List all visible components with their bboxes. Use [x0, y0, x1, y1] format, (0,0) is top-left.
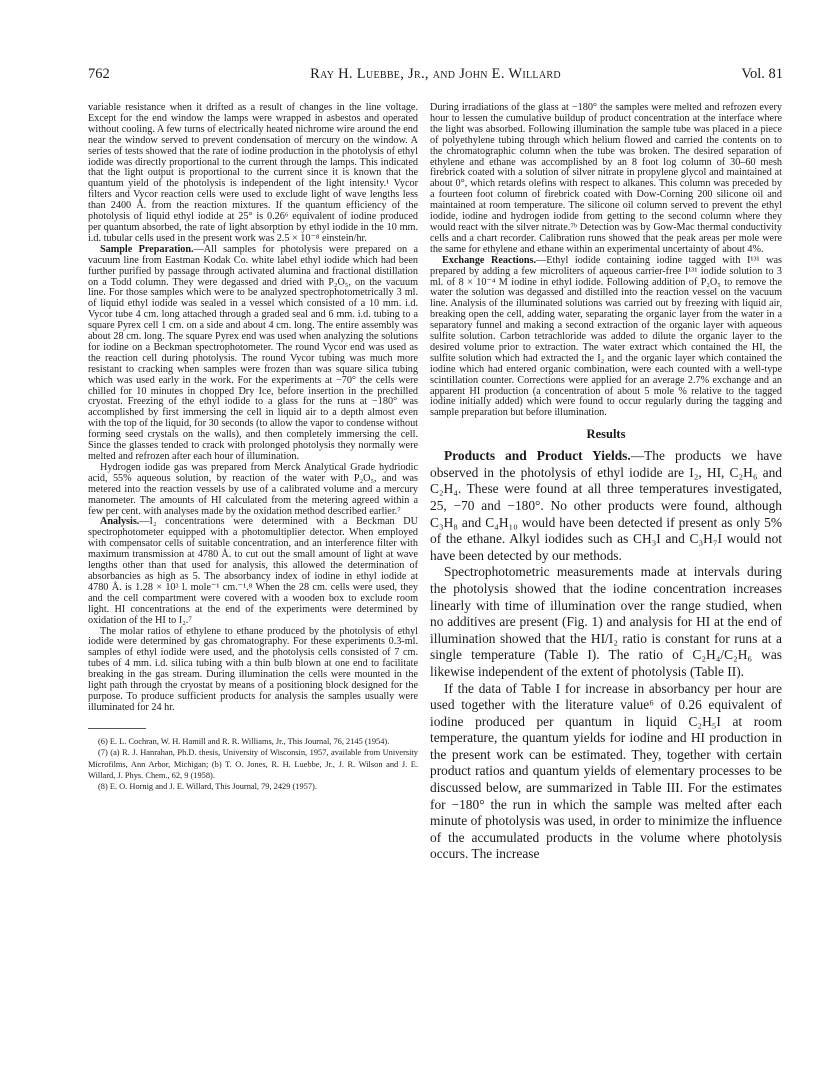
- run-in-heading: Sample Preparation.: [100, 243, 194, 255]
- paragraph-text: —I₂ concentrations were determined with a Beckman DU spectrophotometer equipped with a photomultiplier detector. When employed with compensator cells of suitable concentration, and an interference filter with maximum transmission at 4780 Å. to cut out the small amount of light at wave lengths other than that used for analysis, this allowed the determination of absorbancies as high as 5. The absorbancy index of iodine in ethyl iodide at 4780 Å. is 1.28 × 10³ l. mole⁻¹ cm.⁻¹.⁸ When the 28 cm. cells were used, they and the cell compartment were covered with a wooden box to exclude room light. HI concentrations at the end of the experiments were determined by oxidation of the HI to I₂.⁷: [88, 516, 418, 626]
- page-number: 762: [88, 66, 110, 82]
- paragraph-products: [430, 448, 782, 564]
- paragraph: Hydrogen iodide gas was prepared from Merck Analytical Grade hydriodic acid, 55% aqueous solution, by reaction of the water with P₂O₅, and was metered into the reaction vessels by use of a calibrated volume and a mercury manometer. The amounts of HI calculated from the metering agreed within a few per cent. with analyses made by the oxidation method described earlier.⁷: [88, 461, 418, 517]
- paragraph-analysis: [88, 517, 418, 626]
- paragraph: During irradiations of the glass at −180° the samples were melted and refrozen every hour to lessen the cumulative buildup of product concentration at the interface where the light was absorbed. Following illumination the sample tube was placed in a piece of polyethylene tubing through which helium flowed and carried the contents on to the chromatographic column when the tube was broken. The desired separation of ethylene and ethane was accomplished by an 8 foot log column of 30–60 mesh firebrick coated with a solution of silver nitrate in propylene glycol and maintained at about 0°, which retards olefins with respect to alkanes. This column was preceded by a fourteen foot column of firebrick coated with Dow-Corning 200 silicone oil and maintained at room temperature. The silicone oil column served to prevent the ethyl iodide, iodine and hydrogen iodide from getting to the second column where they would react with the silver nitrate.⁷ᵇ Detection was by Gow-Mac thermal conductivity cells and a chart recorder. Calibration runs showed that the peak areas per mole were the same for ethylene and ethane within an experimental uncertainty of about 4%.: [430, 102, 782, 255]
- footnote: (8) E. O. Hornig and J. E. Willard, This Journal, 79, 2429 (1957).: [98, 782, 317, 792]
- volume-label: Vol. 81: [741, 66, 783, 82]
- footnote-rule: [88, 728, 146, 729]
- paragraph-text: —Ethyl iodide containing iodine tagged with I¹³¹ was prepared by adding a few microliters of aqueous carrier-free I¹³¹ iodide solution to 3 ml. of 8 × 10⁻⁴ M iodine in ethyl iodide. Following addition of P₂O₅ to remove the water the solution was degassed and distilled into the reaction vessel on the vacuum line. Analysis of the illuminated solutions was carried out by freezing with liquid air, breaking open the cell, adding water, separating the organic layer from the water in a separatory funnel and making a second extraction of the organic layer with aqueous sulfite solution. Carbon tetrachloride was added to dilute the organic layer to the desired volume prior to extraction. The water extract which contained the HI, the sulfite solution which had extracted the I₂ and the organic layer which contained the iodine which had entered organic combination, were each counted with a well-type scintillation counter. Corrections were applied for an average 2.7% exchange and an apparent HI production (a concentration of about 5 mole % relative to the tagged iodine initially added) which were found to occur regularly during the tagging and sample preparation but before illumination.: [430, 254, 782, 419]
- footnote: (6) E. L. Cochran, W. H. Hamill and R. R. Williams, Jr., This Journal, 76, 2145 (1954).: [98, 736, 390, 746]
- left-column: [88, 103, 418, 793]
- paragraph: If the data of Table I for increase in absorbancy per hour are used together with the literature value⁶ of 0.26 equivalent of iodine produced per quantum in liquid C₂H₅I at room temperature, the quantum yields for iodine and HI production in the present work can be estimated. They, together with certain product ratios and quantum yields of elementary processes to be discussed below, are summarized in Table III. For the estimates for −180° the run in which the sample was melted after each minute of photolysis was used, in order to minimize the influence of the accumulated products in the volume where photolysis occurs. The increase: [430, 680, 782, 862]
- results-body: [430, 448, 782, 863]
- section-heading-results: Results: [586, 427, 626, 442]
- footnote: (7) (a) R. J. Hanrahan, Ph.D. thesis, University of Wisconsin, 1957, available from University Microfilms, Ann Arbor, Michigan; (b) T. O. Jones, R. H. Luebbe, Jr., J. R. Wilson and J. E. Willard, J. Phys. Chem., 62, 9 (1958).: [88, 748, 418, 780]
- run-in-heading: Exchange Reactions.: [442, 254, 537, 266]
- paragraph-exchange-reactions: [430, 256, 782, 420]
- paragraph: Spectrophotometric measurements made at intervals during the photolysis showed that the iodine concentration increases linearly with time of illumination over the range studied, when no additives are present (Fig. 1) and analysis for HI at the end of illumination showed that the HI/I₂ ratio is constant for runs at a single temperature (Table I). The ratio of C₂H₄/C₂H₆ was likewise independent of the extent of photolysis (Table II).: [430, 564, 782, 679]
- running-header: [88, 66, 783, 86]
- run-in-heading: Analysis.: [100, 516, 140, 528]
- run-in-heading: Products and Product Yields.: [444, 448, 631, 464]
- paragraph-sample-preparation: [88, 245, 418, 463]
- footnotes: [88, 736, 418, 793]
- running-authors: Ray H. Luebbe, Jr., and John E. Willard: [310, 66, 561, 82]
- paragraph-text: —The products we have observed in the photolysis of ethyl iodide are I₂, HI, C₂H₆ and C₂H₄. These were found at all three temperatures investigated, 25, −70 and −180°. No other products were found, although C₃H₈ and C₄H₁₀ would have been detected if present as only 5% of the ethane. Alkyl iodides such as CH₃I and C₃H₇I would not have been detected by our methods.: [430, 448, 783, 563]
- paragraph: variable resistance when it drifted as a result of changes in the line voltage. Except for the end window the lamps were wrapped in asbestos and operated without cooling. A few turns of electrically heated nichrome wire around the end near the window served to prevent condensation of mercury on the window. A series of tests showed that the rate of iodine production in the photolysis of ethyl iodide was directly proportional to the current through the lamps. This indicated that the light output is proportional to the current since it is known that the quantum yield of the photolysis is independent of the light intensity.¹ Vycor filters and Vycor reaction cells were used to exclude light of wave lengths less than 2400 Å. from the reaction mixtures. If the quantum efficiency of the photolysis of liquid ethyl iodide at 25° is 0.26⁶ equivalent of iodine produced per quantum absorbed, the rate of light absorption by ethyl iodide in the 10 mm. i.d. tubular cells used in the present work was 2.5 × 10⁻⁸ einstein/hr.: [88, 102, 418, 244]
- paragraph-text: —All samples for photolysis were prepared on a vacuum line from Eastman Kodak Co. white label ethyl iodide which had been further purified by passage through activated alumina and fractional distillation on a Todd column. They were degassed and dried with P₂O₅, on the vacuum line. For those samples which were to be analyzed spectrophotometrically 3 ml. of liquid ethyl iodide was sealed in a vessel which consisted of a 10 mm. i.d. Vycor tube 4 cm. long attached through a graded seal and 6 mm. i.d. tubing to a square Pyrex cell 1 cm. on a side and about 4 cm. long. The entire assembly was about 28 cm. long. The square Pyrex end was used when analyzing the solutions for iodine on a Beckman spectrophotometer. The round Vycor end was used as the reaction cell during photolysis. The round Vycor tubing was much more resistant to cracking when samples were frozen than was square silica tubing which was used early in the work. For the experiments at −70° the cells were chilled for 10 minutes in chopped Dry Ice, before insertion in the prechilled cryostat. Freezing of the ethyl iodide to a glass for the runs at −180° was accomplished by first immersing the cell in liquid air to a depth almost even with the top of the liquid, for 30 seconds (to allow the vapor to condense without forming seed crystals on the walls), and then completely immersing the cell. Since the glasses tended to crack with prolonged photolysis they normally were melted and refrozen after each hour of illumination.: [88, 243, 418, 462]
- paragraph: The molar ratios of ethylene to ethane produced by the photolysis of ethyl iodide were determined by gas chromatography. For these experiments 0.3-ml. samples of ethyl iodide were used, and the photolysis cells consisted of 7 cm. tubes of 4 mm. i.d. silica tubing with a thin bulb blown at one end to facilitate breaking in the gas stream. During illumination the cells were mounted in the light path through the cryostat by means of a positioning block designed for the purpose. To produce sufficient products for analysis the samples usually were illuminated for 24 hr.: [88, 625, 418, 713]
- right-column: [430, 103, 782, 863]
